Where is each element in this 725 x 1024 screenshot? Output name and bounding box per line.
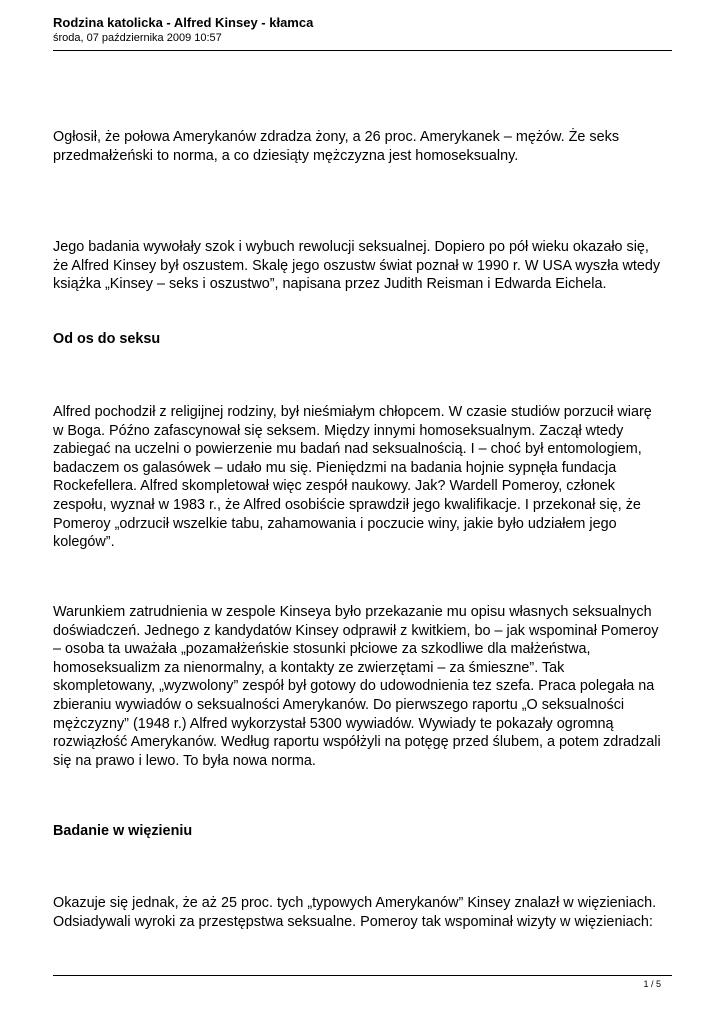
paragraph: Okazuje się jednak, że aż 25 proc. tych „typowych Amerykanów” Kinsey znalazł w więzieniach. Odsiadywali wyroki za przestępstwa seksualne. Pomeroy tak wspominał wizyty w więzieniach:: [53, 895, 657, 930]
document-date: środa, 07 października 2009 10:57: [53, 32, 222, 44]
page-header: [53, 14, 673, 46]
paragraph: Alfred pochodził z religijnej rodziny, był nieśmiałym chłopcem. W czasie studiów porzucił wiarę w Boga. Późno zafascynował się seksem. Między innymi homoseksualnym. Zaczął wtedy zabiegać na uczelni o powierzenie mu badań nad seksualnością. I – choć był entomologiem, badaczem os galasówek – udało mu się. Pieniędzmi na badania hojnie sypnęła fundacja Rockefellera. Alfred skompletował więc zespół naukowy. Jak? Wardell Pomeroy, członek zespołu, wyznał w 1983 r., że Alfred osobiście sprawdził jego kwalifikacje. I przekonał się, że Pomeroy „odrzucił wszelkie tabu, zahamowania i poczucie winy, jakie było udziałem jego kolegów”.: [53, 404, 652, 551]
paragraph: Ogłosił, że połowa Amerykanów zdradza żony, a 26 proc. Amerykanek – mężów. Że seks przedmałżeński to norma, a co dziesiąty mężczyzna jest homoseksualny.: [53, 129, 620, 164]
section-heading: Od os do seksu: [53, 331, 161, 347]
footer-divider: [53, 975, 672, 976]
document-title: Rodzina katolicka - Alfred Kinsey - kłamca: [53, 15, 314, 30]
paragraph: Jego badania wywołały szok i wybuch rewolucji seksualnej. Dopiero po pół wieku okazało się, że Alfred Kinsey był oszustem. Skalę jego oszustw świat poznał w 1990 r. W USA wyszła wtedy książka „Kinsey – seks i oszustwo”, napisana przez Judith Reisman i Edwarda Eichela.: [53, 239, 661, 293]
page-number: 1 / 5: [643, 979, 661, 989]
paragraph: Warunkiem zatrudnienia w zespole Kinseya było przekazanie mu opisu własnych seksualnych doświadczeń. Jednego z kandydatów Kinsey odprawił z kwitkiem, bo – jak wspominał Pomeroy – osoba ta uważała „pozamałżeńskie stosunki płciowe za szkodliwe dla małżeństwa, homoseksualizm za nienormalny, a kontakty ze zwierzętami – za śmieszne”. Tak skompletowany, „wyzwolony” zespół był gotowy do udowodnienia tez szefa. Praca polegała na zbieraniu wywiadów o seksualności Amerykanów. Do pierwszego raportu „O seksualności mężczyzny” (1948 r.) Alfred wykorzystał 5300 wywiadów. Wywiady te pokazały ogromną rozwiązłość Amerykanów. Według raportu współżyli na potęgę przed ślubem, a potem zdradzali się na prawo i lewo. To była nowa norma.: [53, 604, 661, 769]
header-divider: [53, 50, 672, 51]
section-heading: Badanie w więzieniu: [53, 823, 193, 839]
